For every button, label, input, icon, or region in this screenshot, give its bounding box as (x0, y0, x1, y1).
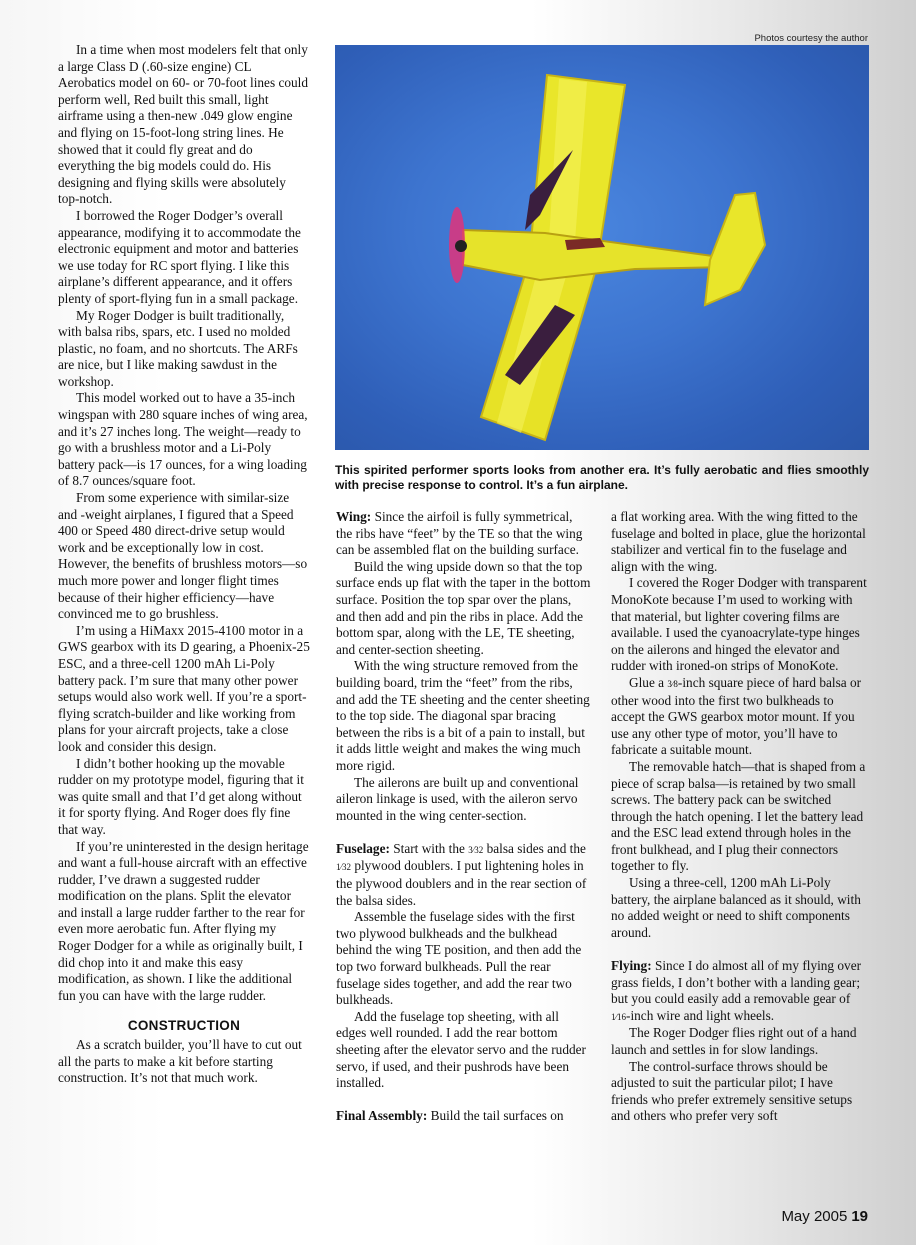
paragraph-text: Build the tail surfaces on (430, 1108, 564, 1124)
fraction: 3⁄32 (468, 844, 484, 855)
subhead-final-assembly: Final Assembly: (336, 1108, 428, 1124)
spinner (455, 240, 467, 252)
section-heading: CONSTRUCTION (127, 1018, 241, 1034)
paragraph-text: Since I do almost all of my flying over grass fields, I don’t bother with a landing gear; but you could easily add a removable gear of (611, 958, 862, 1007)
horizontal-stabilizer (705, 193, 765, 305)
paragraph-text: Glue a (629, 674, 665, 690)
paragraph: As a scratch builder, you’ll have to cut out all the parts to make a kit before starting construction. It’s not that much work. (58, 1037, 302, 1086)
airplane-photo (335, 45, 869, 450)
airplane-illustration (335, 45, 869, 450)
paragraph: If you’re uninterested in the design heritage and want a full-house aircraft with an effective rudder, I’ve drawn a suggested rudder modification on the plans. Split the elevator and install a large rudder farther to the rear for even more aerobatic fun. After flying my Roger Dodger for a while as originally built, I did chop into it and make this easy modification, as shown. I like the additional fun you can have with the large rudder. (58, 838, 309, 1003)
paragraph: I didn’t bother hooking up the movable rudder on my prototype model, figuring that it was quite small and that I’d get along without it for sporty flying. And Roger does fly fine that way. (58, 755, 304, 837)
paragraph: This model worked out to have a 35-inch wingspan with 280 square inches of wing area, and it’s 27 inches long. The weight—ready to go with a brushless motor and a Li-Poly battery pack—is 17 ounces, for a wing loading of 8.7 ounces/square foot. (58, 390, 308, 489)
paragraph-text: Start with the (393, 840, 465, 856)
subhead-wing: Wing: (336, 509, 372, 524)
subhead-fuselage: Fuselage: (336, 840, 390, 856)
paragraph-text: plywood doublers. I put lightening holes in the plywood doublers and in the rear section of the balsa sides. (336, 858, 587, 908)
subhead-flying: Flying: (611, 958, 652, 974)
paragraph (611, 675, 869, 759)
paragraph: I covered the Roger Dodger with transparent MonoKote because I’m used to working with that material, but lighter covering films are available. I used the cyanoacrylate-type hinges on the ailerons and hinged the elevator and rudder with ironed-on strips of MonoKote. (611, 575, 867, 674)
paragraph: Assemble the fuselage sides with the first two plywood bulkheads and the bulkhead behind the wing TE position, and then add the top two forward bulkheads. Pull the rear fuselage sides together, and add the rear two bulkheads. (336, 909, 582, 1008)
fraction: 1⁄16 (611, 1011, 627, 1022)
middle-column (336, 509, 592, 1125)
paragraph: Add the fuselage top sheeting, with all edges well rounded. I add the rear bottom sheeting after the elevator servo and the rudder servo, if used, and their pushrods have been installed. (336, 1008, 586, 1091)
paragraph (336, 841, 592, 909)
paragraph: Build the wing upside down so that the top surface ends up flat with the taper in the bottom surface. Position the top spar over the plans, and then add and pin the ribs in place. Add the bottom spar, along with the LE, TE sheeting, and center-section sheeting. (336, 558, 591, 657)
paragraph: I borrowed the Roger Dodger’s overall appearance, modifying it to accommodate the electronic equipment and motor and batteries we use today for RC sport flying. I like this airplane’s different appearance, and it offers plenty of sport-flying fun in a small package. (58, 207, 301, 306)
paragraph: The control-surface throws should be adjusted to suit the particular pilot; I have friends who prefer extremely sensitive setups and others who prefer very soft (611, 1058, 853, 1124)
paragraph-text: balsa sides and the (486, 840, 586, 856)
paragraph: Using a three-cell, 1200 mAh Li-Poly battery, the airplane balanced as it should, with no added weight or need to shift components around. (611, 875, 861, 940)
paragraph-text: -inch square piece of hard balsa or other wood into the first two bulkheads to accept the GWS gearbox motor mount. If you use any other type of motor, you’ll have to fabricate a suitable mount. (611, 674, 862, 758)
paragraph: In a time when most modelers felt that only a large Class D (.60-size engine) CL Aerobatics model on 60- or 70-foot lines could perform well, Red built this small, light airframe using a then-new .049 glow engine and flying on 15-foot-long string lines. He showed that it could fly great and do everything the big models could do. His designing and flying skills were absolutely top-notch. (58, 42, 308, 207)
paragraph-text: -inch wire and light wheels. (626, 1007, 775, 1023)
paragraph: My Roger Dodger is built traditionally, with balsa ribs, spars, etc. I used no molded plastic, no foam, and no shortcuts. The ARFs are nice, but I like making sawdust in the workshop. (58, 307, 298, 389)
paragraph (611, 958, 869, 1025)
paragraph: With the wing structure removed from the building board, trim the “feet” from the ribs, and add the TE sheeting and the center sheeting to the top side. The diagonal spar bracing between the ribs is a bit of a pain to install, but it adds little weight and makes the wing much more rigid. (336, 658, 590, 773)
paragraph: I’m using a HiMaxx 2015-4100 motor in a GWS gearbox with its D gearing, a Phoenix-25 ESC, and a three-cell 1200 mAh Li-Poly battery pack. I’m sure that many other power setups would also work well. If you’re a sport-flying scratch-builder and like working from plans for your aircraft projects, take a close look and consider this design. (58, 622, 310, 754)
photo-caption: This spirited performer sports looks from another era. It’s fully aerobatic and flies smoothly with precise response to control. It’s a fun airplane. (335, 463, 869, 492)
paragraph (336, 1108, 592, 1125)
paragraph (336, 509, 592, 559)
page-footer (781, 1208, 868, 1225)
right-column (611, 509, 869, 1125)
fraction: 1⁄32 (336, 862, 352, 873)
paragraph: The removable hatch—that is shaped from a piece of scrap balsa—is retained by two small screws. The battery pack can be switched through the hatch opening. I let the battery lead and the ESC lead extend through holes in the front bulkhead, and I plug their connectors together to fly. (611, 758, 866, 874)
paragraph: a flat working area. With the wing fitted to the fuselage and bolted in place, glue the horizontal stabilizer and vertical fin to the fuselage and align with the wing. (611, 509, 866, 574)
paragraph: The Roger Dodger flies right out of a hand launch and settles in for slow landings. (611, 1025, 857, 1057)
issue-date: May 2005 (781, 1208, 848, 1225)
left-column (58, 42, 310, 1087)
page-number: 19 (851, 1208, 868, 1225)
photo-credit: Photos courtesy the author (754, 33, 868, 44)
paragraph-text: Since the airfoil is fully symmetrical, the ribs have “feet” by the TE so that the wing can be assembled flat on the building surface. (336, 509, 583, 558)
paragraph: From some experience with similar-size and -weight airplanes, I figured that a Speed 400 or Speed 480 direct-drive setup would work and be exceptionally low in cost. However, the benefits of brushless motors—so much more power and longer flight times because of their higher efficiency—have convinced me to go brushless. (58, 490, 308, 622)
fraction: 3⁄8 (667, 678, 678, 689)
paragraph: The ailerons are built up and conventional aileron linkage is used, with the aileron servo mounted in the wing center-section. (336, 774, 579, 823)
